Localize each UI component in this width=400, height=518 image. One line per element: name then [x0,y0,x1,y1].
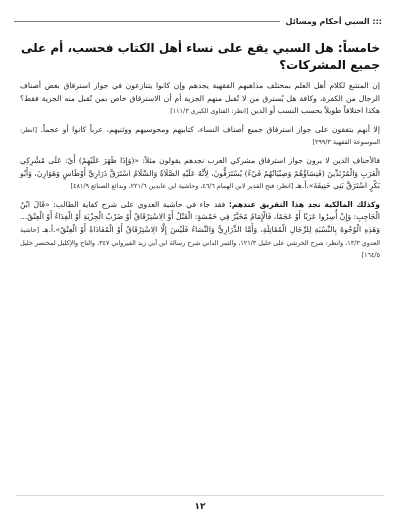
section-heading: خامساً: هل السبي يقع على نساء أهل الكتاب فحسب، أم على جميع المشركات؟ [20,41,380,72]
paragraph-3-text: فالأحناف الذين لا يرون جواز استرقاق مشركي العرب نجدهم يقولون مثلاً: «(وَإِذَا ظَهَرَ عَلَيْهِمْ) أَيْ: عَلَى مُشْرِكِي الْعَرَبِ وَالْمُرْتَدِّينَ (فَنِسَاؤُهُمْ وَصِبْيَانُهُمْ فَيْءٌ) يُسْتَرَقُّونَ، لِأَنَّهُ عَلَيْهِ الصَّلَاةُ وَالسَّلَامُ اسْتَرَقَّ ذَرَارِيَّ أَوْطَاسٍ وَهَوَازِنَ، وَأَبُو بَكْرٍ اسْتَرَقَّ بَنِي حَنِيفَةَ».أ.هـ [20,155,380,191]
paragraph-2 [20,124,380,149]
paragraph-4 [20,199,380,262]
paragraph-2-reference: [انظر: الموسوعة الفقهية ٢٩٩/٣] [20,125,380,147]
paragraph-4-text: فقد جاء في حاشية العدوي على شرح كفاية الطالب: «قَالَ ابْنُ الْحَاجِبِ: وَإِنْ أُسِرُوا عَرَبًا أَوْ عَجَمًا، فَالْإِمَامُ مُخَيَّرٌ فِي خَمْسَةٍ: الْقَتْلُ أَوْ الِاسْتِرْقَاقُ أَوْ ضَرْبُ الْجِزْيَةِ أَوْ الْفِدَاءُ أَوْ الْعِتْقُ... وَهَذِهِ الْوُجُوهُ بِالنِّسْبَةِ لِلرِّجَالِ الْمُقَاتِلَةِ، وَأَمَّا الذَّرَارِيُّ وَالنِّسَاءُ فَلَيْسَ إِلَّا الِاسْتِرْقَاقُ أَوْ الْمُفَادَاةُ أَوْ الْعِتْقُ».أ.هـ [20,199,380,234]
page-number: ١٢ [194,502,206,512]
paragraph-1-reference: [انظر: الفتاوى الكبرى ١١١/٣] [170,107,249,116]
header-title: ::: السبي أحكام ومسائل [280,17,386,26]
paragraph-4-lead: وكذلك المالكية نجد هذا التفريق عندهم: [228,199,380,209]
paragraph-3 [20,155,380,193]
paragraph-4-reference: [حاشية العدوي ١٣/٣، وانظر: شرح الخرشي على خليل ١٢١/٣، والثمر الداني شرح رسالة ابن أبي زيد القيرواني ٣٤٧، والتاج والإكليل لمختصر خليل ١٦٤/٥] [20,225,381,260]
paragraph-1-text: إن المتتبع لكلام أهل العلم بمختلف مذاهبهم الفقهية يجدهم وإن كانوا يتنازعون في جواز استرقاق بعض أصناف الرجال من الكفرة، وكافة هل يُسترق من لا تُقبل منهم الجزية أم أن الاسترقاق خاص بمن تُقبل منه الجزية فقط؟ هكذا اختلافاً طويلاً بحسب النسب أو الدين [20,81,380,116]
paragraph-3-reference: [انظر: فتح القدير لابن الهمام ٤٦/٦، وحاشية ابن عابدين ٢٢١/٦، وبدائع الصنائع ٤٨١/٩] [70,182,294,191]
paragraph-2-text: إلا أنهم يتفقون على جواز استرقاق جميع أصناف النساء، كتابيهم ومجوسيهم ووثنيهم، عرباً كانوا أو عجماً. [40,124,380,134]
running-header [14,10,386,32]
paragraph-1 [20,80,380,118]
footer-rule [16,495,384,496]
